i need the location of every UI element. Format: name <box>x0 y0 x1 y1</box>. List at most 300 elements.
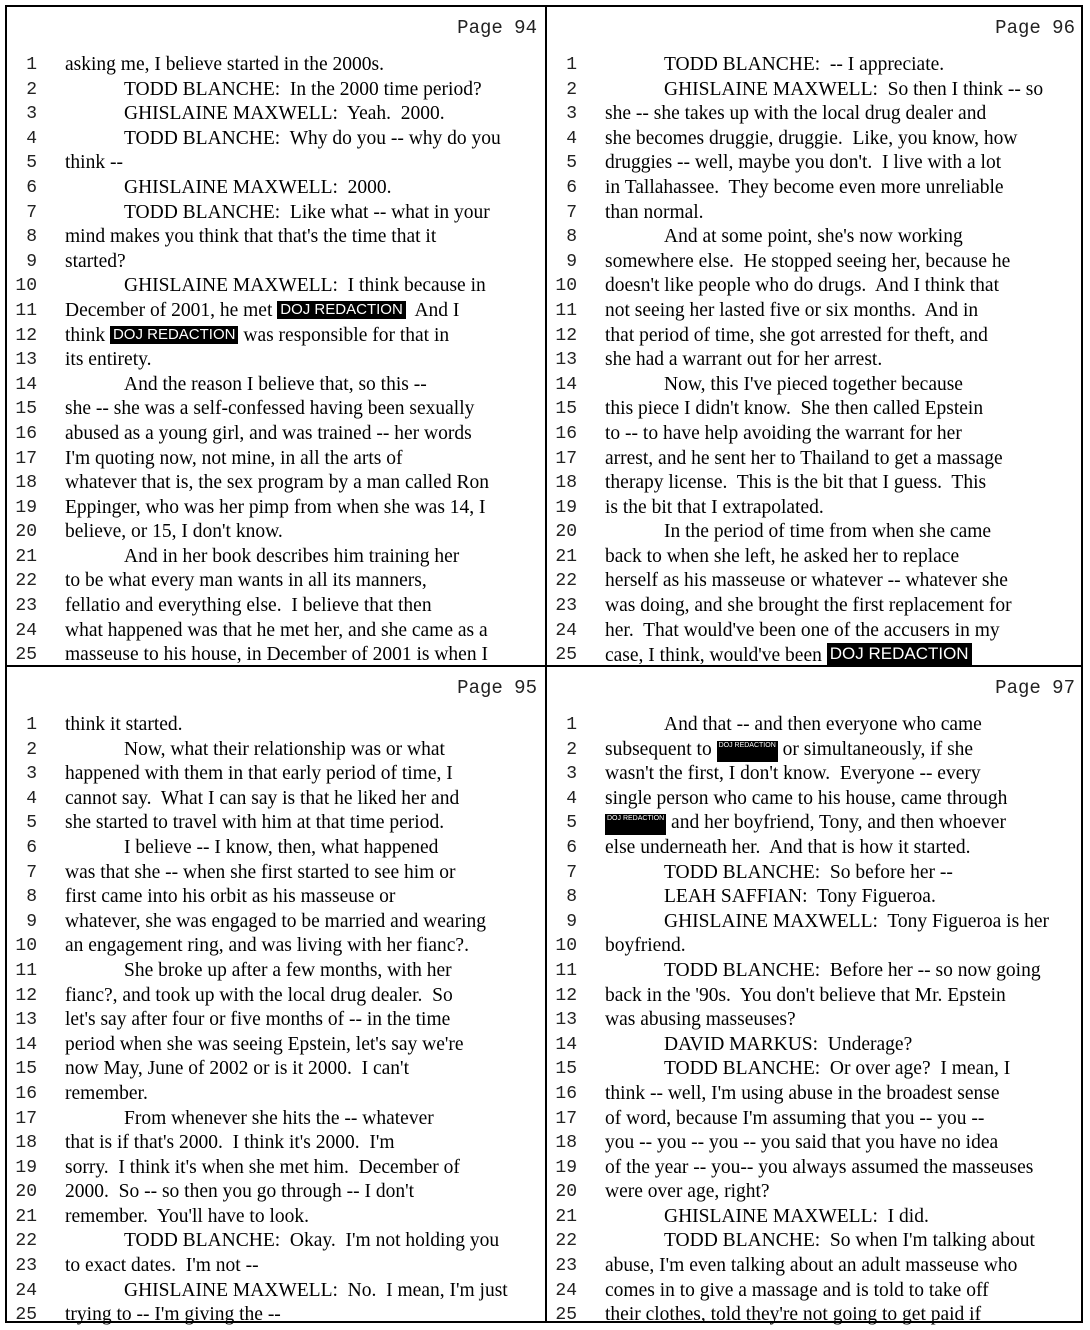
line-text <box>65 225 436 250</box>
line-text <box>65 250 126 275</box>
line-text-segment: to exact dates. I'm not -- <box>65 1255 259 1277</box>
line-text-segment: therapy license. This is the bit that I guess. This <box>605 472 987 494</box>
transcript-line <box>7 1254 545 1279</box>
line-text <box>124 1229 499 1254</box>
transcript-line <box>7 496 545 521</box>
line-text-segment: She broke up after a few months, with her <box>124 959 452 981</box>
transcript-line <box>547 1180 1083 1205</box>
transcript-line <box>7 422 545 447</box>
line-text-segment: was that she -- when she first started to see him or <box>65 861 456 883</box>
line-text-segment: its entirety. <box>65 349 152 371</box>
line-text <box>65 910 486 935</box>
line-text-segment: I believe -- I know, then, what happened <box>124 836 439 858</box>
transcript-line <box>547 910 1083 935</box>
line-number: 13 <box>15 350 37 371</box>
transcript-line <box>547 861 1083 886</box>
transcript-line <box>547 1254 1083 1279</box>
line-number: 6 <box>566 837 577 858</box>
line-text <box>65 299 459 324</box>
transcript-line <box>7 520 545 545</box>
line-text-segment: abuse, I'm even talking about an adult masseuse who <box>605 1255 1018 1277</box>
redaction-box: DOJ REDACTION <box>605 814 666 835</box>
transcript-line <box>547 397 1083 422</box>
transcript-line <box>7 373 545 398</box>
page-number: Page 96 <box>995 17 1075 39</box>
line-number: 20 <box>555 522 577 543</box>
line-text-segment: back in the '90s. You don't believe that Mr. Epstein <box>605 984 1006 1006</box>
line-number: 22 <box>15 1231 37 1252</box>
line-number: 21 <box>15 1206 37 1227</box>
line-text-segment: happened with them in that early period of time, I <box>65 763 453 785</box>
line-number: 9 <box>566 911 577 932</box>
page-number: Page 95 <box>457 677 537 699</box>
line-text <box>65 861 455 886</box>
line-number: 24 <box>15 620 37 641</box>
redaction-box: DOJ REDACTION <box>277 301 406 319</box>
line-text-segment: to be what every man wants in all its manners, <box>65 570 427 592</box>
transcript-line <box>7 545 545 570</box>
transcript-line <box>7 299 545 324</box>
line-number: 19 <box>555 497 577 518</box>
line-number: 9 <box>26 911 37 932</box>
transcript-line <box>547 619 1083 644</box>
transcript-line <box>7 1008 545 1033</box>
line-text <box>65 1303 281 1325</box>
line-number: 22 <box>15 571 37 592</box>
line-text-segment: else underneath her. And that is how it started. <box>605 836 971 858</box>
line-number: 14 <box>15 1034 37 1055</box>
transcript-line <box>547 225 1083 250</box>
transcript-lines <box>547 53 1083 665</box>
line-text <box>605 324 988 349</box>
line-text <box>65 569 427 594</box>
transcript-line <box>7 934 545 959</box>
line-number: 23 <box>15 1256 37 1277</box>
transcript-line <box>547 836 1083 861</box>
line-text <box>605 471 986 496</box>
line-number: 15 <box>555 1059 577 1080</box>
line-number: 3 <box>566 764 577 785</box>
line-text-segment: in Tallahassee. They become even more unreliable <box>605 176 1004 198</box>
line-text-segment: GHISLAINE MAXWELL: No. I mean, I'm just <box>124 1279 508 1301</box>
transcript-line <box>547 643 1083 665</box>
line-text <box>65 934 469 959</box>
line-text <box>124 127 501 152</box>
transcript-line <box>547 53 1083 78</box>
line-text <box>664 1057 1010 1082</box>
line-text-segment: TODD BLANCHE: Okay. I'm not holding you <box>124 1230 500 1252</box>
line-text <box>664 225 963 250</box>
line-text <box>605 738 973 763</box>
line-number: 18 <box>15 1133 37 1154</box>
line-text <box>124 78 482 103</box>
line-text <box>124 274 486 299</box>
line-text-segment: comes in to give a massage and is told to take off <box>605 1279 989 1301</box>
line-number: 10 <box>555 936 577 957</box>
line-text-segment: let's say after four or five months of -- in the time <box>65 1009 451 1031</box>
line-text-segment: an engagement ring, and was living with her fianc?. <box>65 935 469 957</box>
line-number: 22 <box>555 571 577 592</box>
transcript-lines <box>7 713 545 1325</box>
line-text <box>605 176 1004 201</box>
transcript-line <box>547 959 1083 984</box>
line-text <box>124 102 445 127</box>
transcript-line <box>547 1303 1083 1325</box>
line-text-segment: than normal. <box>605 201 704 223</box>
line-number: 8 <box>26 227 37 248</box>
transcript-line <box>547 1279 1083 1304</box>
line-text-segment: you -- you -- you -- you said that you have no idea <box>605 1132 999 1154</box>
transcript-line <box>7 348 545 373</box>
transcript-line <box>7 762 545 787</box>
line-text-segment: And the reason I believe that, so this -- <box>124 373 427 395</box>
line-text <box>605 619 1000 644</box>
transcript-line <box>7 1156 545 1181</box>
line-text-segment: is the bit that I extrapolated. <box>605 496 824 518</box>
line-text-segment: this piece I didn't know. She then called Epstein <box>605 398 984 420</box>
line-number: 22 <box>555 1231 577 1252</box>
line-text-segment: I'm quoting now, not mine, in all the arts of <box>65 447 403 469</box>
line-text-segment: And I <box>405 299 460 321</box>
line-number: 3 <box>26 104 37 125</box>
line-number: 24 <box>555 620 577 641</box>
line-text <box>605 447 1003 472</box>
line-number: 24 <box>15 1280 37 1301</box>
line-number: 18 <box>15 473 37 494</box>
line-text-segment: In the period of time from when she came <box>664 521 992 543</box>
line-number: 16 <box>15 423 37 444</box>
transcript-line <box>7 1279 545 1304</box>
line-text <box>65 520 283 545</box>
line-text <box>65 1033 464 1058</box>
line-text-segment: started? <box>65 250 126 272</box>
line-text-segment: think <box>65 324 110 346</box>
line-number: 7 <box>26 202 37 223</box>
transcript-line <box>547 1082 1083 1107</box>
line-text <box>124 201 490 226</box>
line-number: 6 <box>26 177 37 198</box>
line-text-segment: Now, what their relationship was or what <box>124 738 445 760</box>
line-text-segment: TODD BLANCHE: So before her -- <box>664 861 953 883</box>
line-number: 3 <box>26 764 37 785</box>
line-number: 21 <box>15 546 37 567</box>
transcript-line <box>7 1033 545 1058</box>
transcript-line <box>7 53 545 78</box>
line-number: 25 <box>15 645 37 665</box>
line-text-segment: December of 2001, he met <box>65 299 278 321</box>
transcript-line <box>7 151 545 176</box>
transcript-line <box>7 1229 545 1254</box>
line-text <box>65 496 486 521</box>
transcript-line <box>547 787 1083 812</box>
line-number: 23 <box>555 596 577 617</box>
line-text-segment: TODD BLANCHE: -- I appreciate. <box>664 54 945 75</box>
line-number: 25 <box>555 1305 577 1325</box>
line-text-segment: whatever that is, the sex program by a man called Ron <box>65 472 489 494</box>
transcript-line <box>7 1057 545 1082</box>
line-text <box>664 53 944 78</box>
line-number: 1 <box>566 715 577 735</box>
line-text-segment: now May, June of 2002 or is it 2000. I can't <box>65 1058 409 1080</box>
line-text <box>664 959 1041 984</box>
line-number: 16 <box>15 1083 37 1104</box>
line-text-segment: masseuse to his house, in December of 2001 is when I <box>65 644 488 665</box>
transcript-line <box>7 569 545 594</box>
transcript-line <box>7 102 545 127</box>
line-number: 17 <box>555 448 577 469</box>
line-text <box>605 274 999 299</box>
line-number: 16 <box>555 1083 577 1104</box>
line-text-segment: subsequent to <box>605 738 717 760</box>
line-text-segment: GHISLAINE MAXWELL: Yeah. 2000. <box>124 103 445 125</box>
line-number: 17 <box>555 1108 577 1129</box>
transcript-line <box>547 520 1083 545</box>
line-text <box>605 934 686 959</box>
line-text <box>605 102 986 127</box>
line-text <box>124 836 438 861</box>
page-number: Page 97 <box>995 677 1075 699</box>
line-number: 11 <box>15 960 37 981</box>
transcript-line <box>547 348 1083 373</box>
line-text-segment: TODD BLANCHE: Why do you -- why do you <box>124 127 501 149</box>
line-number: 24 <box>555 1280 577 1301</box>
line-text <box>664 1229 1035 1254</box>
transcript-line <box>7 861 545 886</box>
line-number: 20 <box>15 1182 37 1203</box>
transcript-line <box>547 1057 1083 1082</box>
transcript-line <box>547 738 1083 763</box>
line-text <box>65 1082 148 1107</box>
line-number: 10 <box>15 276 37 297</box>
transcript-line <box>547 1131 1083 1156</box>
line-text-segment: LEAH SAFFIAN: Tony Figueroa. <box>664 886 936 908</box>
line-text <box>605 569 1008 594</box>
line-text-segment: From whenever she hits the -- whatever <box>124 1107 434 1129</box>
line-number: 2 <box>26 739 37 760</box>
line-text <box>605 1107 984 1132</box>
transcript-line <box>7 1107 545 1132</box>
line-text-segment: of word, because I'm assuming that you -- you -- <box>605 1107 985 1129</box>
line-number: 9 <box>26 251 37 272</box>
line-number: 5 <box>566 813 577 834</box>
line-text-segment: sorry. I think it's when she met him. December of <box>65 1156 460 1178</box>
line-text-segment: she had a warrant out for her arrest. <box>605 349 883 371</box>
line-text <box>65 53 384 78</box>
transcript-line <box>7 225 545 250</box>
line-text-segment: Eppinger, who was her pimp from when she was 14, I <box>65 496 486 518</box>
line-text <box>605 762 981 787</box>
line-text-segment: And that -- and then everyone who came <box>664 714 982 735</box>
line-text-segment: TODD BLANCHE: Before her -- so now going <box>664 959 1041 981</box>
line-number: 10 <box>555 276 577 297</box>
line-number: 7 <box>566 202 577 223</box>
line-text-segment: arrest, and he sent her to Thailand to get a massage <box>605 447 1003 469</box>
line-text-segment: TODD BLANCHE: Like what -- what in your <box>124 201 490 223</box>
redaction-box: DOJ REDACTION <box>110 326 239 344</box>
line-number: 11 <box>15 300 37 321</box>
transcript-line <box>7 447 545 472</box>
line-text <box>65 1156 460 1181</box>
transcript-line <box>7 471 545 496</box>
line-number: 12 <box>15 985 37 1006</box>
line-text-segment: what happened was that he met her, and she came as a <box>65 619 488 641</box>
line-number: 20 <box>555 1182 577 1203</box>
transcript-line <box>547 1008 1083 1033</box>
line-text-segment: she -- she takes up with the local drug dealer and <box>605 103 987 125</box>
line-text <box>605 151 1001 176</box>
line-number: 2 <box>566 739 577 760</box>
transcript-line <box>547 1033 1083 1058</box>
line-number: 18 <box>555 1133 577 1154</box>
line-text-segment: she becomes druggie, druggie. Like, you know, how <box>605 127 1018 149</box>
line-text <box>65 984 453 1009</box>
line-text <box>65 348 151 373</box>
line-text-segment: were over age, right? <box>605 1181 770 1203</box>
line-number: 9 <box>566 251 577 272</box>
transcript-line <box>547 324 1083 349</box>
page-97 <box>547 667 1083 1325</box>
line-text <box>65 1254 259 1279</box>
line-text-segment: whatever, she was engaged to be married and wearing <box>65 910 487 932</box>
line-number: 12 <box>555 985 577 1006</box>
line-number: 15 <box>15 399 37 420</box>
line-text <box>605 299 978 324</box>
line-text-segment: trying to -- I'm giving the -- <box>65 1304 281 1325</box>
line-text <box>65 1205 309 1230</box>
line-number: 13 <box>15 1010 37 1031</box>
line-text <box>65 1131 395 1156</box>
line-number: 14 <box>555 374 577 395</box>
line-text-segment: herself as his masseuse or whatever -- whatever she <box>605 570 1008 592</box>
line-text <box>65 1180 414 1205</box>
line-text <box>605 1131 998 1156</box>
line-text <box>664 910 1049 935</box>
line-text <box>65 713 183 738</box>
line-text <box>124 176 392 201</box>
line-text <box>124 373 427 398</box>
transcript-line <box>547 201 1083 226</box>
line-text-segment: not seeing her lasted five or six months. And in <box>605 299 979 321</box>
line-text-segment: TODD BLANCHE: In the 2000 time period? <box>124 78 482 100</box>
transcript-line <box>547 713 1083 738</box>
transcript-line <box>547 250 1083 275</box>
line-number: 14 <box>15 374 37 395</box>
line-text <box>664 713 982 738</box>
line-text-segment: Now, this I've pieced together because <box>664 373 963 395</box>
line-number: 15 <box>555 399 577 420</box>
line-number: 8 <box>566 887 577 908</box>
line-text <box>65 471 489 496</box>
line-text-segment: druggies -- well, maybe you don't. I live with a lot <box>605 152 1002 174</box>
line-text-segment: DAVID MARKUS: Underage? <box>664 1033 913 1055</box>
transcript-line <box>547 569 1083 594</box>
line-number: 5 <box>26 813 37 834</box>
transcript-line <box>547 102 1083 127</box>
transcript-line <box>547 811 1083 836</box>
line-text-segment: boyfriend. <box>605 935 686 957</box>
transcript-line <box>7 836 545 861</box>
line-text <box>65 447 403 472</box>
transcript-line <box>7 1205 545 1230</box>
transcript-line <box>7 643 545 665</box>
line-number: 11 <box>555 300 577 321</box>
transcript-line <box>7 201 545 226</box>
line-text <box>605 787 1007 812</box>
line-number: 2 <box>26 79 37 100</box>
line-text <box>605 1279 989 1304</box>
line-text <box>124 959 452 984</box>
line-number: 12 <box>15 325 37 346</box>
line-number: 13 <box>555 350 577 371</box>
page-94 <box>7 7 545 665</box>
line-number: 16 <box>555 423 577 444</box>
line-text-segment: abused as a young girl, and was trained -- her words <box>65 422 472 444</box>
line-text <box>605 594 1012 619</box>
transcript-line <box>7 1131 545 1156</box>
line-text <box>65 762 453 787</box>
line-text <box>605 1303 981 1325</box>
transcript-line <box>7 885 545 910</box>
line-text <box>664 1205 929 1230</box>
line-text-segment: think it started. <box>65 714 183 735</box>
transcript-line <box>547 78 1083 103</box>
line-text <box>605 397 983 422</box>
line-number: 23 <box>555 1256 577 1277</box>
transcript-line <box>547 1107 1083 1132</box>
line-number: 21 <box>555 546 577 567</box>
line-text-segment: GHISLAINE MAXWELL: I think because in <box>124 275 486 297</box>
line-text <box>65 643 488 665</box>
line-text-segment: remember. <box>65 1082 148 1104</box>
line-text-segment: fianc?, and took up with the local drug dealer. So <box>65 984 453 1006</box>
transcript-line <box>7 250 545 275</box>
line-text-segment: single person who came to his house, came through <box>605 787 1008 809</box>
line-text-segment: of the year -- you-- you always assumed the masseuses <box>605 1156 1034 1178</box>
line-number: 5 <box>566 153 577 174</box>
page-number: Page 94 <box>457 17 537 39</box>
transcript-line <box>7 176 545 201</box>
line-number: 4 <box>566 128 577 149</box>
transcript-line <box>547 471 1083 496</box>
line-number: 15 <box>15 1059 37 1080</box>
line-text-segment: was responsible for that in <box>238 324 450 346</box>
line-text-segment: 2000. So -- so then you go through -- I don't <box>65 1181 415 1203</box>
transcript-lines <box>547 713 1083 1325</box>
line-text <box>664 373 963 398</box>
transcript-line <box>547 299 1083 324</box>
transcript-line <box>7 127 545 152</box>
line-text <box>124 545 459 570</box>
line-text-segment: TODD BLANCHE: Or over age? I mean, I <box>664 1058 1011 1080</box>
line-text <box>605 545 959 570</box>
line-text <box>664 78 1043 103</box>
page-95 <box>7 667 545 1325</box>
line-text-segment: case, I think, would've been <box>605 645 827 665</box>
transcript-line <box>7 984 545 1009</box>
transcript-line <box>547 934 1083 959</box>
line-number: 7 <box>566 862 577 883</box>
line-text-segment: TODD BLANCHE: So when I'm talking about <box>664 1230 1035 1252</box>
line-text <box>65 1008 450 1033</box>
line-text-segment: doesn't like people who do drugs. And I think that <box>605 275 1000 297</box>
line-text <box>605 1180 770 1205</box>
transcript-sheet <box>5 5 1083 1323</box>
transcript-line <box>547 984 1083 1009</box>
line-text-segment: GHISLAINE MAXWELL: Tony Figueroa is her <box>664 910 1049 932</box>
line-text-segment: and her boyfriend, Tony, and then whoever <box>666 812 1006 834</box>
transcript-line <box>7 959 545 984</box>
line-text-segment: somewhere else. He stopped seeing her, because he <box>605 250 1011 272</box>
